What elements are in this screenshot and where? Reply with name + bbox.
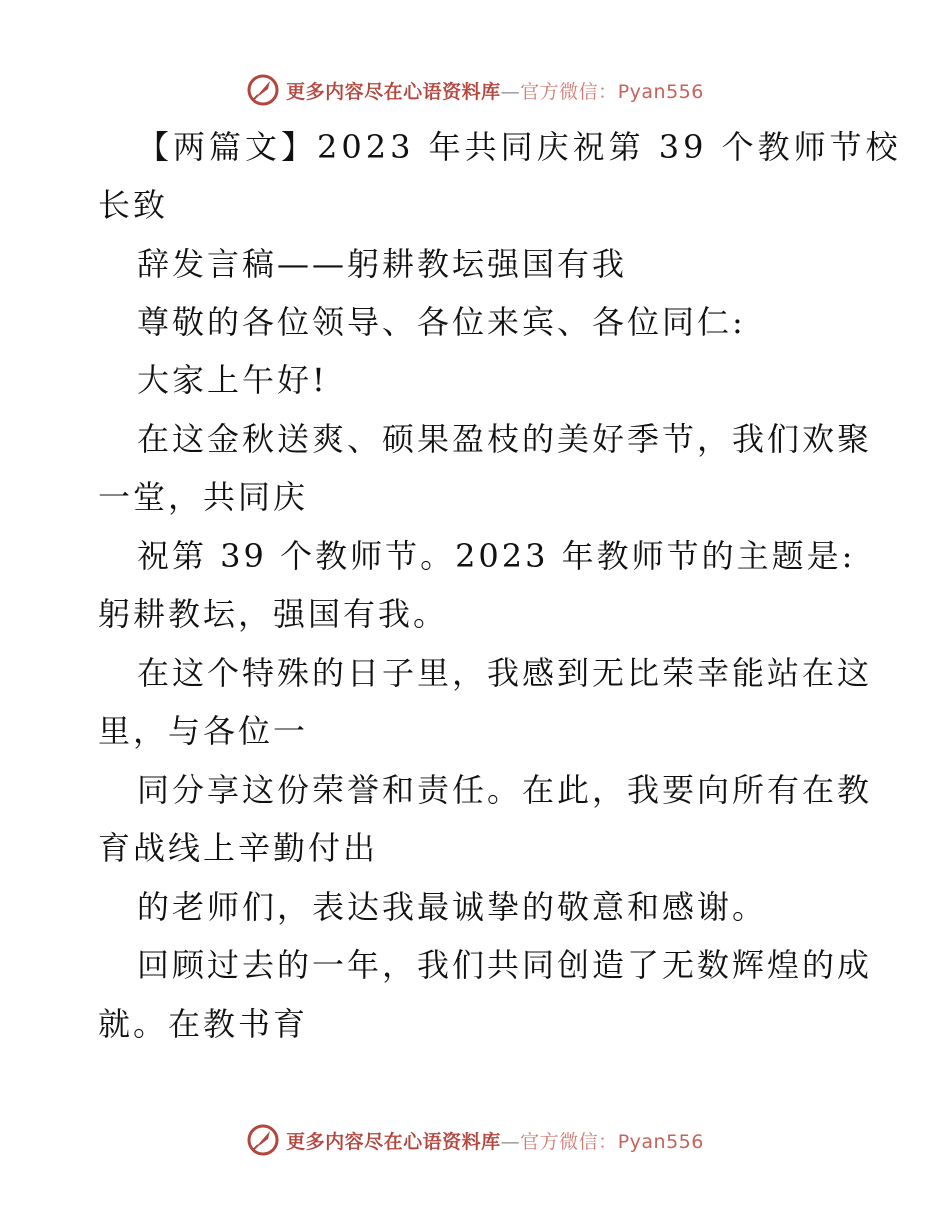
doc-title-line-2: 长致 (98, 186, 169, 224)
doc-paragraph-line: 躬耕教坛，强国有我。 (98, 595, 449, 633)
doc-paragraph-line: 里，与各位一 (98, 712, 309, 750)
footer-banner (0, 1122, 950, 1158)
banner-dash: — (500, 80, 521, 103)
doc-title-line-1: 【两篇文】2023 年共同庆祝第 39 个教师节校 (137, 128, 902, 166)
doc-paragraph-line: 的老师们，表达我最诚挚的敬意和感谢。 (137, 888, 768, 926)
doc-paragraph-line: 回顾过去的一年，我们共同创造了无数辉煌的成 (137, 946, 873, 984)
doc-paragraph-line: 祝第 39 个教师节。2023 年教师节的主题是: (137, 537, 856, 575)
quill-logo-icon (246, 73, 280, 107)
banner-wechat: 官方微信： (520, 1130, 618, 1153)
banner-label: 更多内容尽在心语资料库 (286, 1130, 501, 1153)
header-banner (0, 72, 950, 108)
banner-wechat: 官方微信： (520, 80, 618, 103)
doc-paragraph-line: 一堂，共同庆 (98, 478, 309, 516)
doc-paragraph-line: 在这个特殊的日子里，我感到无比荣幸能站在这 (137, 654, 873, 692)
banner-wechat-id: Pyan556 (617, 80, 704, 103)
doc-paragraph-line: 在这金秋送爽、硕果盈枝的美好季节，我们欢聚 (137, 420, 873, 458)
doc-paragraph-line: 同分享这份荣誉和责任。在此，我要向所有在教 (137, 771, 873, 809)
doc-paragraph-line: 就。在教书育 (98, 1005, 309, 1043)
banner-dash: — (500, 1130, 521, 1153)
banner-label: 更多内容尽在心语资料库 (286, 80, 501, 103)
banner-text (286, 1127, 704, 1154)
banner-text (286, 77, 704, 104)
banner-wechat-id: Pyan556 (617, 1130, 704, 1153)
doc-greeting-salutation: 尊敬的各位领导、各位来宾、各位同仁: (137, 303, 746, 341)
doc-greeting: 大家上午好! (137, 361, 328, 399)
quill-logo-icon (246, 1123, 280, 1157)
doc-paragraph-line: 育战线上辛勤付出 (98, 829, 379, 867)
doc-subtitle: 辞发言稿——躬耕教坛强国有我 (137, 245, 628, 283)
